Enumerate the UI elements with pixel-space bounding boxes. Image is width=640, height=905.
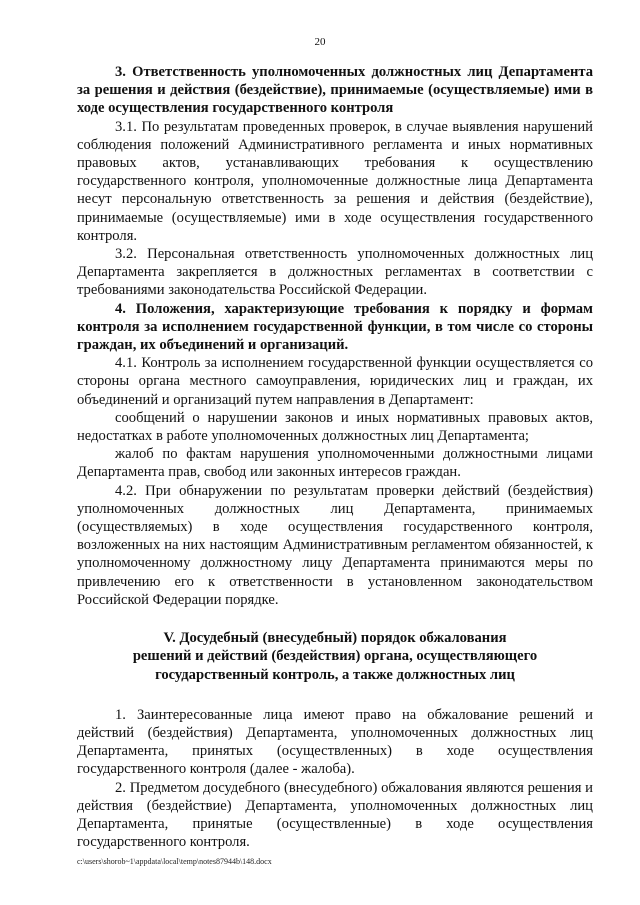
paragraph-4-1: 4.1. Контроль за исполнением государственной функции осуществляется со стороны органа местного самоуправления, юридических лиц и граждан, их объединений и организаций путем направления в Департамент: bbox=[77, 355, 593, 408]
spacer bbox=[77, 684, 593, 706]
paragraph-5-1: 1. Заинтересованные лица имеют право на обжалование решений и действий (бездействия) Департамента, уполномоченных должностных лиц Департамента, принятых (осуществленных) в ходе осуществления государственного контроля (далее - жалоба). bbox=[77, 706, 593, 778]
paragraph-3-1: 3.1. По результатам проведенных проверок, в случае выявления нарушений соблюдения положений Административного регламента и иных нормативных правовых актов, устанавливающих требования к осуществлению государственного контроля, уполномоченные должностные лица Департамента несут персональную ответственность за решения и действия (бездействие), принимаемые (осуществляемые) ими в ходе осуществления государственного контроля. bbox=[77, 118, 593, 244]
paragraph-3-2: 3.2. Персональная ответственность уполномоченных должностных лиц Департамента закрепляется в должностных регламентах в соответствии с требованиями законодательства Российской Федерации. bbox=[77, 246, 593, 299]
page-number: 20 bbox=[314, 36, 326, 48]
footer-file-path: c:\users\shorob~1\appdata\local\temp\notes87944b\148.docx bbox=[77, 857, 272, 866]
section-4-heading: 4. Положения, характеризующие требования к порядку и формам контроля за исполнением государственной функции, в том числе со стороны граждан, их объединений и организаций. bbox=[77, 300, 593, 354]
paragraph-4-2: 4.2. При обнаружении по результатам проверки действий (бездействия) уполномоченных должностных лиц Департамента, принимаемых (осуществляемых) в ходе осуществления государственного контроля, возложенных на них настоящим Административным регламентом обязанностей, к уполномоченному должностному лицу Департамента принимаются меры по привлечению его к ответственности в установленном законодательством Российской Федерации порядке. bbox=[77, 482, 593, 608]
chapter-5-title-line-1: V. Досудебный (внесудебный) порядок обжалования bbox=[163, 630, 507, 647]
chapter-5-title-line-2: решений и действий (бездействия) органа, осуществляющего bbox=[132, 648, 538, 665]
document-body bbox=[77, 63, 593, 851]
chapter-5-title bbox=[77, 629, 593, 684]
paragraph-4-1-item-complaints: жалоб по фактам нарушения уполномоченными должностными лицами Департамента прав, свобод или законных интересов граждан. bbox=[77, 446, 593, 481]
paragraph-5-2: 2. Предметом досудебного (внесудебного) обжалования являются решения и действия (бездействие) Департамента, уполномоченных должностных лиц Департамента, принятые (осуществленные) в ходе осуществления государственного контроля. bbox=[77, 779, 593, 851]
section-3-heading: 3. Ответственность уполномоченных должностных лиц Департамента за решения и действия (бездействие), принимаемые (осуществляемые) ими в ходе осуществления государственного контроля bbox=[77, 64, 593, 117]
paragraph-4-1-item-messages: сообщений о нарушении законов и иных нормативных правовых актов, недостатках в работе уполномоченных должностных лиц Департамента; bbox=[77, 409, 593, 445]
chapter-5-title-line-3: государственный контроль, а также должностных лиц bbox=[155, 666, 515, 683]
